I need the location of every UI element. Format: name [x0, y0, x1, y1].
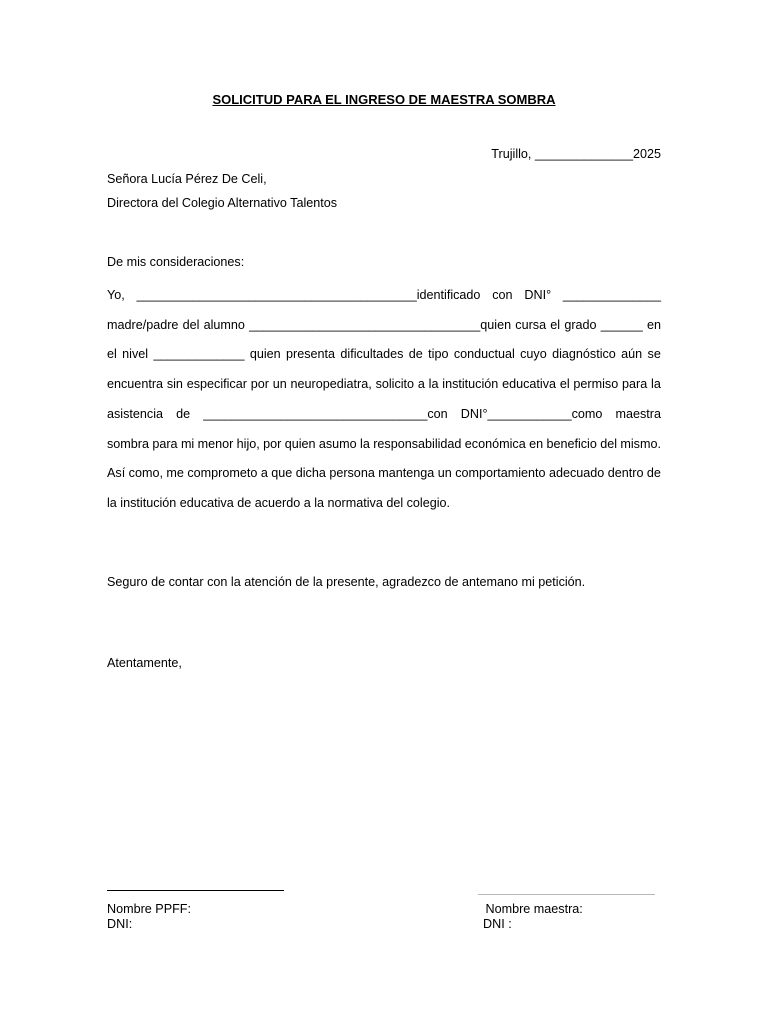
body-word: de: [176, 407, 191, 421]
body-line-6: [107, 438, 661, 451]
body-word: solicito: [375, 377, 415, 391]
body-word: en: [646, 318, 661, 332]
body-word: cuyo: [520, 347, 547, 361]
body-word: mi: [180, 437, 195, 451]
body-line-8: la institución educativa de acuerdo a la normativa del colegio.: [107, 496, 451, 510]
body-word: el: [559, 377, 570, 391]
body-word: el: [107, 347, 117, 361]
body-word: para: [152, 437, 178, 451]
body-word: con: [492, 288, 513, 302]
body-word: de: [646, 466, 661, 480]
document-title: SOLICITUD PARA EL INGRESO DE MAESTRA SOMBRA: [212, 92, 556, 107]
body-word: comportamiento: [455, 466, 546, 480]
body-word: asistencia: [107, 407, 164, 421]
teacher-name-label: Nombre maestra:: [482, 902, 583, 916]
body-word: tipo: [428, 347, 449, 361]
body-word: Así: [107, 466, 126, 480]
body-word: encuentra: [107, 377, 164, 391]
body-word: hijo,: [236, 437, 260, 451]
body-word: responsabilidad: [373, 437, 462, 451]
body-line-1: [107, 289, 661, 302]
body-word: alumno: [203, 318, 245, 332]
body-word: me: [166, 466, 184, 480]
body-word: la: [651, 377, 661, 391]
recipient-name: Señora Lucía Pérez De Celi,: [107, 172, 267, 186]
body-word: la: [428, 377, 439, 391]
body-word: mismo.: [620, 437, 661, 451]
teacher-dni-label: DNI :: [483, 917, 512, 931]
body-word: Yo,: [107, 288, 125, 302]
body-word: de: [408, 347, 423, 361]
body-word: por: [263, 437, 282, 451]
body-word: dentro: [607, 466, 644, 480]
closing-sentence: Seguro de contar con la atención de la presente, agradezco de antemano mi petición.: [107, 575, 586, 589]
body-word: sin: [166, 377, 183, 391]
body-word: la: [360, 437, 370, 451]
body-line-4: [107, 378, 661, 391]
body-word: quien: [284, 437, 316, 451]
body-word: un: [272, 377, 287, 391]
body-word: permiso: [573, 377, 619, 391]
body-word: que: [271, 466, 293, 480]
body-word: asumo: [318, 437, 357, 451]
body-word: dicha: [295, 466, 326, 480]
recipient-position: Directora del Colegio Alternativo Talentos: [107, 196, 338, 210]
parent-signature-line: [107, 890, 284, 891]
body-word: se: [647, 347, 661, 361]
body-word: persona: [329, 466, 375, 480]
body-word: menor: [197, 437, 234, 451]
body-word: del: [600, 437, 618, 451]
body-word: dificultades: [340, 347, 404, 361]
body-line-5: [107, 408, 661, 421]
body-word: nivel: [122, 347, 149, 361]
valediction: Atentamente,: [107, 656, 182, 670]
body-word: ______________: [562, 288, 661, 302]
body-word: especificar: [186, 377, 247, 391]
body-word: a: [260, 466, 268, 480]
date-line: Trujillo, ______________2025: [491, 147, 661, 161]
body-word: maestra: [615, 407, 661, 421]
body-word: adecuado: [548, 466, 605, 480]
parent-dni-label: DNI:: [107, 917, 133, 931]
body-word: diagnóstico: [552, 347, 616, 361]
greeting: De mis consideraciones:: [107, 255, 245, 269]
body-word: del: [182, 318, 200, 332]
body-word: DNI°____________como: [460, 407, 603, 421]
body-word: un: [437, 466, 452, 480]
body-word: como,: [128, 466, 163, 480]
body-word: ________________________________________identificado: [136, 288, 481, 302]
body-word: aún: [621, 347, 643, 361]
body-word: ______: [600, 318, 643, 332]
body-word: sombra: [107, 437, 149, 451]
body-line-7: [107, 467, 661, 480]
body-word: beneficio: [546, 437, 597, 451]
body-word: comprometo: [187, 466, 258, 480]
body-word: cursa: [515, 318, 547, 332]
body-word: por: [250, 377, 269, 391]
body-word: presenta: [286, 347, 336, 361]
body-word: _________________________________quien: [249, 318, 512, 332]
body-word: el: [550, 318, 561, 332]
body-word: ________________________________con: [203, 407, 448, 421]
body-line-2: [107, 319, 661, 332]
body-word: económica: [464, 437, 526, 451]
body-word: madre/padre: [107, 318, 179, 332]
body-word: _____________: [153, 347, 245, 361]
body-word: conductual: [453, 347, 515, 361]
body-word: mantenga: [378, 466, 435, 480]
body-word: a: [417, 377, 425, 391]
body-word: quien: [249, 347, 281, 361]
body-word: para: [622, 377, 648, 391]
body-word: institución: [442, 377, 499, 391]
body-word: educativa: [502, 377, 557, 391]
body-line-3: [107, 348, 661, 361]
body-word: DNI°: [524, 288, 552, 302]
body-word: neuropediatra,: [290, 377, 372, 391]
teacher-signature-line: [478, 894, 655, 895]
body-word: en: [529, 437, 544, 451]
parent-name-label: Nombre PPFF:: [107, 902, 191, 916]
body-word: grado: [564, 318, 597, 332]
